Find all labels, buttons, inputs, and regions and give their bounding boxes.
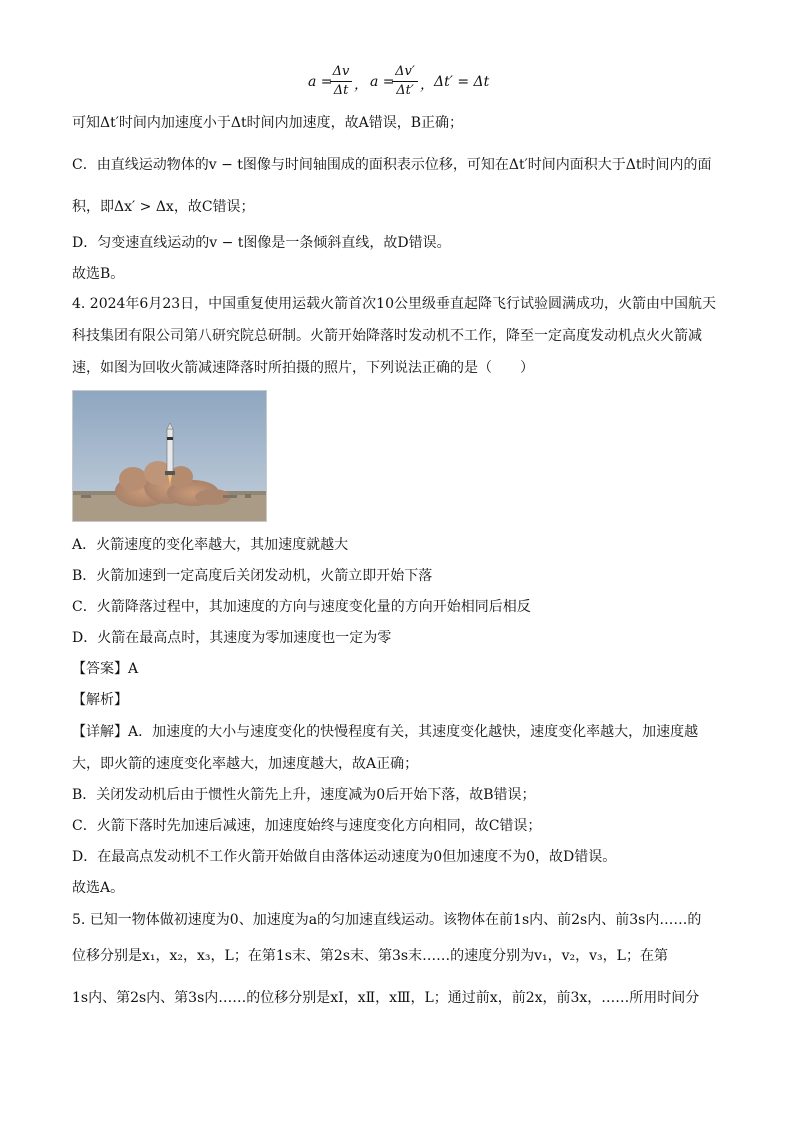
rocket-landing-photo [72, 390, 267, 522]
rocket-photo-illustration [73, 391, 266, 521]
formula-a2-lhs: a = [370, 74, 395, 90]
formula-a1-lhs: a = [308, 74, 333, 90]
option-b: B．火箭加速到一定高度后关闭发动机，火箭立即开始下落 [72, 568, 433, 584]
option-d: D．火箭在最高点时，其速度为零加速度也一定为零 [72, 630, 392, 646]
text-line: 速，如图为回收火箭减速降落时所拍摄的照片，下列说法正确的是（ ） [72, 360, 534, 376]
question-4-stem: 4. 2024年6月23日，中国重复使用运载火箭首次10公里级垂直起降飞行试验圆满成功，火箭由中国航天 [72, 296, 716, 312]
option-c: C．火箭降落过程中，其加速度的方向与速度变化量的方向开始相同后相反 [72, 599, 531, 615]
formula-time-relation: Δt′ = Δt [434, 74, 490, 90]
text-line: 位移分别是x₁，x₂，x₃，L；在第1s末、第2s末、第3s末……的速度分别为v₁，v₂，v₃，L；在第 [72, 948, 668, 964]
fraction-denominator: Δt′ [396, 83, 414, 98]
text-line: 故选B。 [72, 266, 125, 282]
fraction-dv-dt [330, 64, 352, 99]
fraction-numerator: Δv [332, 64, 350, 79]
formula-separator: ， [420, 77, 434, 93]
analysis-label: 【解析】 [72, 692, 128, 708]
text-line: 故选A。 [72, 880, 125, 896]
option-a: A．火箭速度的变化率越大，其加速度就越大 [72, 537, 349, 553]
text-line: 科技集团有限公司第八研究院总研制。火箭开始降落时发动机不工作，降至一定高度发动机点火火箭减 [72, 328, 702, 344]
fraction-denominator: Δt [333, 83, 349, 98]
text-line: C．由直线运动物体的v − t图像与时间轴围成的面积表示位移，可知在Δt′时间内面积大于Δt时间内的面 [72, 157, 712, 173]
text-line: D．匀变速直线运动的v − t图像是一条倾斜直线，故D错误。 [72, 235, 451, 251]
text-line: 1s内、第2s内、第3s内……的位移分别是xⅠ，xⅡ，xⅢ，L；通过前x，前2x，前3x，……所用时间分 [72, 990, 700, 1006]
question-5-stem: 5. 已知一物体做初速度为0、加速度为a的匀加速直线运动。该物体在前1s内、前2s内、前3s内……的 [72, 912, 702, 928]
detail-explanation: 【详解】A．加速度的大小与速度变化的快慢程度有关，其速度变化越快，速度变化率越大，加速度越 [72, 724, 699, 740]
text-line: D．在最高点发动机不工作火箭开始做自由落体运动速度为0但加速度不为0，故D错误。 [72, 849, 617, 865]
fraction-bar [392, 81, 418, 82]
text-line: C．火箭下落时先加速后减速，加速度始终与速度变化方向相同，故C错误； [72, 818, 542, 834]
fraction-dv-prime-dt-prime [392, 64, 418, 99]
fraction-numerator: Δv′ [395, 64, 415, 79]
text-line: B．关闭发动机后由于惯性火箭先上升，速度减为0后开始下落，故B错误； [72, 787, 536, 803]
answer-label: 【答案】A [72, 661, 139, 677]
text-line: 可知Δt′时间内加速度小于Δt时间内加速度，故A错误，B正确； [72, 115, 464, 131]
fraction-bar [330, 81, 352, 82]
acceleration-formula [300, 62, 560, 106]
text-line: 大，即火箭的速度变化率越大，加速度越大，故A正确； [72, 756, 419, 772]
formula-separator: ， [354, 77, 368, 93]
text-line: 积，即Δx′ > Δx，故C错误； [72, 199, 255, 215]
